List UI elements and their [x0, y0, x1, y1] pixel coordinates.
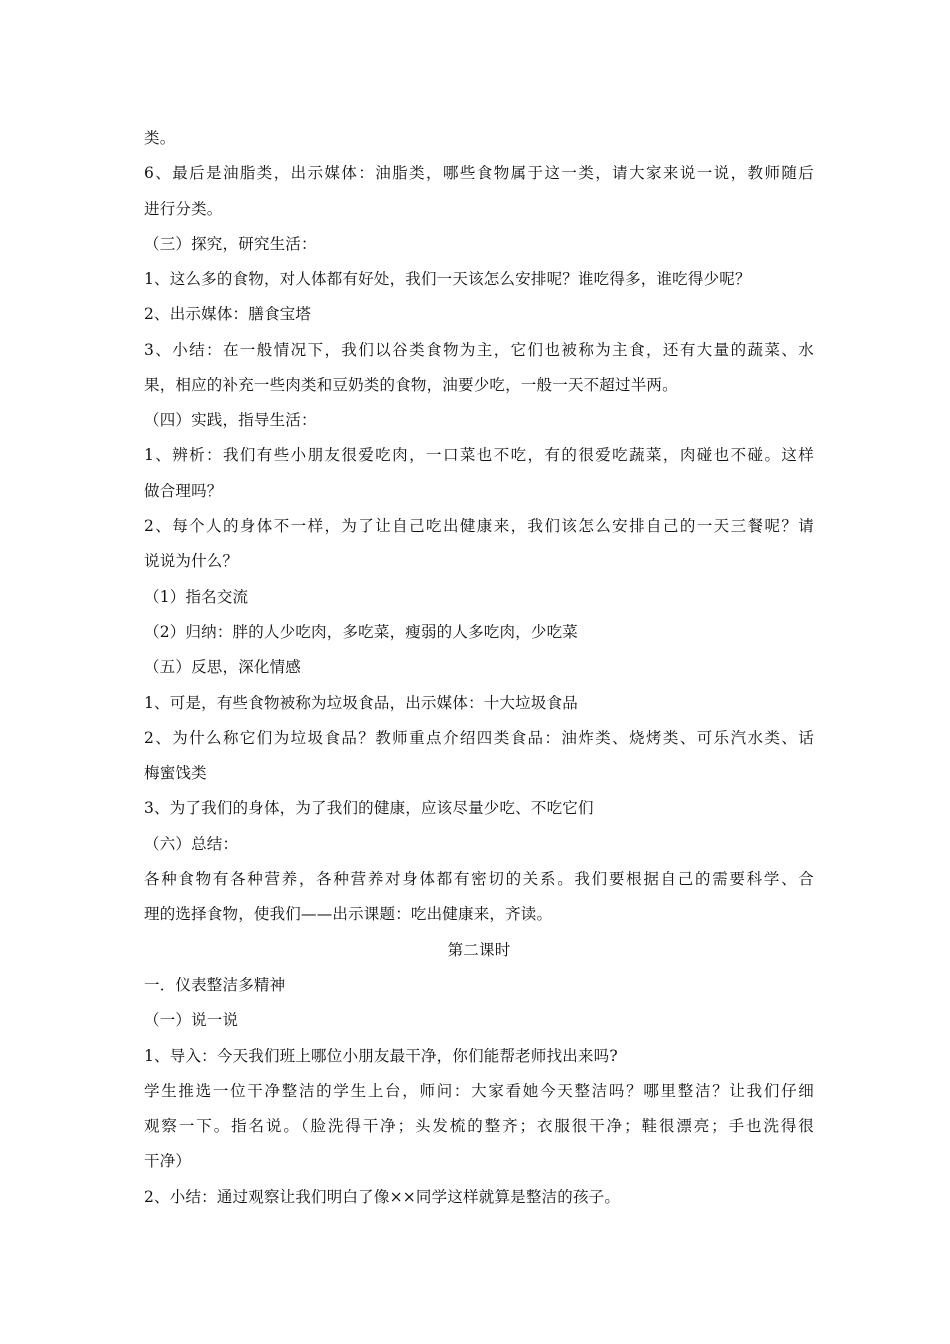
section-heading: （五）反思，深化情感 [144, 658, 302, 676]
text-line: 说说为什么？ [144, 552, 239, 570]
text-line: 理的选择食物，使我们——出示课题：吃出健康来，齐读。 [144, 905, 553, 923]
section-heading: （三）探究，研究生活： [144, 235, 317, 253]
text-line: 2、为什么称它们为垃圾食品？教师重点介绍四类食品：油炸类、烧烤类、可乐汽水类、话 [144, 729, 814, 747]
text-line: 2、每个人的身体不一样，为了让自己吃出健康来，我们该怎么安排自己的一天三餐呢？请 [144, 517, 814, 535]
section-heading: （一）说一说 [144, 1011, 239, 1029]
text-line: 2、出示媒体：膳食宝塔 [144, 305, 312, 323]
text-line: 1、可是，有些食物被称为垃圾食品，出示媒体：十大垃圾食品 [144, 694, 578, 712]
text-line: 2、小结：通过观察让我们明白了像××同学这样就算是整洁的孩子。 [144, 1188, 621, 1206]
text-line: 进行分类。 [144, 200, 223, 218]
text-line: （2）归纳：胖的人少吃肉，多吃菜，瘦弱的人多吃肉，少吃菜 [144, 623, 578, 641]
section-heading: （六）总结： [144, 835, 239, 853]
text-line: 3、小结：在一般情况下，我们以谷类食物为主，它们也被称为主食，还有大量的蔬菜、水 [144, 341, 814, 359]
text-line: 1、导入：今天我们班上哪位小朋友最干净，你们能帮老师找出来吗? [144, 1047, 618, 1065]
section-heading: 一．仪表整洁多精神 [144, 976, 286, 994]
text-line: 类。 [144, 129, 176, 147]
text-line: 梅蜜饯类 [144, 764, 207, 782]
lesson-title: 第二课时 [447, 941, 511, 959]
text-line: 1、这么多的食物，对人体都有好处，我们一天该怎么安排呢？谁吃得多，谁吃得少呢？ [144, 270, 751, 288]
text-line: （1）指名交流 [144, 588, 249, 606]
text-line: 果，相应的补充一些肉类和豆奶类的食物，油要少吃，一般一天不超过半两。 [144, 376, 678, 394]
text-line: 观察一下。指名说。（脸洗得干净；头发梳的整齐；衣服很干净；鞋很漂亮；手也洗得很 [144, 1117, 814, 1135]
text-line: 干净） [144, 1152, 192, 1170]
text-line: 1、辨析：我们有些小朋友很爱吃肉，一口菜也不吃，有的很爱吃蔬菜，肉碰也不碰。这样 [144, 446, 814, 464]
text-line: 做合理吗？ [144, 482, 223, 500]
text-line: 学生推选一位干净整洁的学生上台，师问：大家看她今天整洁吗？哪里整洁？让我们仔细 [144, 1082, 814, 1100]
section-heading: （四）实践，指导生活： [144, 411, 317, 429]
text-line: 各种食物有各种营养，各种营养对身体都有密切的关系。我们要根据自己的需要科学、合 [144, 870, 814, 888]
text-line: 3、为了我们的身体，为了我们的健康，应该尽量少吃、不吃它们 [144, 799, 594, 817]
text-line: 6、最后是油脂类，出示媒体：油脂类，哪些食物属于这一类，请大家来说一说，教师随后 [144, 164, 814, 182]
